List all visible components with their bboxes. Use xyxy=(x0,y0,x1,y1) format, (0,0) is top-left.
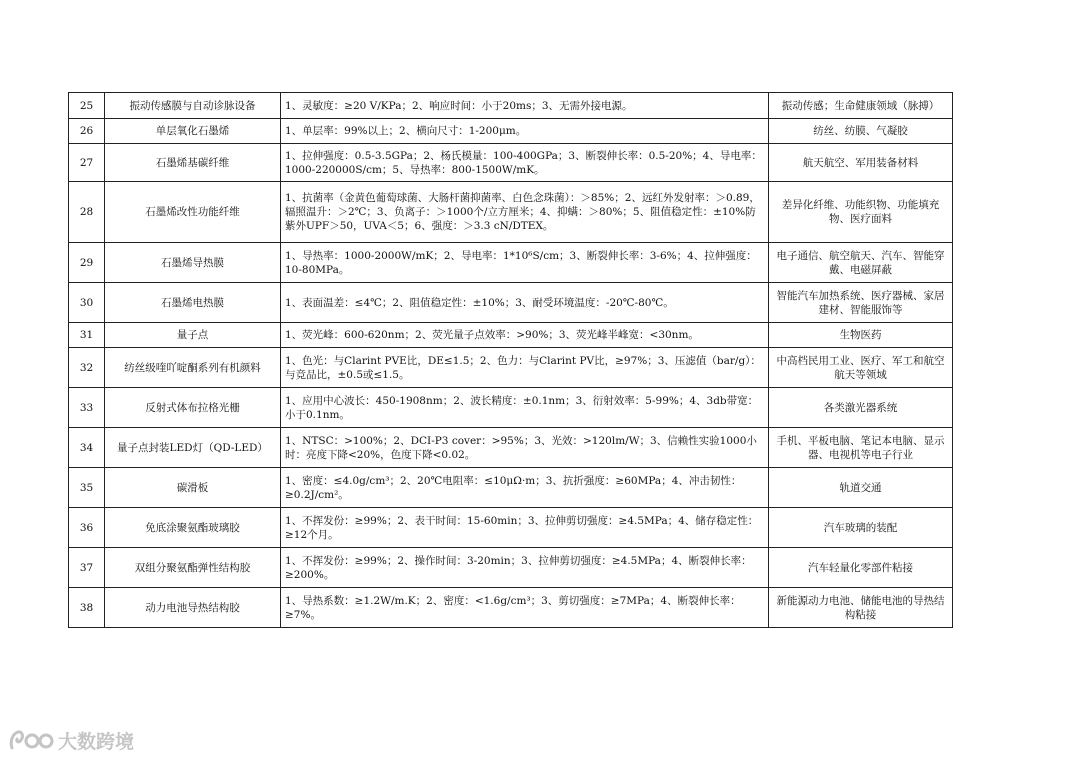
row-number: 33 xyxy=(69,388,105,428)
spec-text: 1、导热系数：≥1.2W/m.K；2、密度：<1.6g/cm³；3、剪切强度：≥7MPa；4、断裂伸长率：≥7%。 xyxy=(281,588,769,628)
application-field: 差异化纤维、功能织物、功能填充物、医疗面料 xyxy=(769,182,953,243)
application-field: 智能汽车加热系统、医疗器械、家居建材、智能服饰等 xyxy=(769,283,953,323)
product-name: 单层氧化石墨烯 xyxy=(105,119,281,144)
table-row xyxy=(69,468,953,508)
product-name: 石墨烯电热膜 xyxy=(105,283,281,323)
row-number: 31 xyxy=(69,323,105,348)
product-name: 双组分聚氨酯弹性结构胶 xyxy=(105,548,281,588)
product-name: 石墨烯改性功能纤维 xyxy=(105,182,281,243)
row-number: 29 xyxy=(69,243,105,283)
table-row xyxy=(69,588,953,628)
application-field: 中高档民用工业、医疗、军工和航空航天等领域 xyxy=(769,348,953,388)
application-field: 手机、平板电脑、笔记本电脑、显示器、电视机等电子行业 xyxy=(769,428,953,468)
row-number: 36 xyxy=(69,508,105,548)
row-number: 28 xyxy=(69,182,105,243)
spec-text: 1、密度：≤4.0g/cm³；2、20℃电阻率：≤10μΩ·m；3、抗折强度：≥60MPa；4、冲击韧性：≥0.2J/cm²。 xyxy=(281,468,769,508)
product-name: 碳滑板 xyxy=(105,468,281,508)
table-row xyxy=(69,388,953,428)
application-field: 新能源动力电池、储能电池的导热结构粘接 xyxy=(769,588,953,628)
product-name: 纺丝级喹吖啶酮系列有机颜料 xyxy=(105,348,281,388)
row-number: 27 xyxy=(69,144,105,182)
watermark-text: 大数跨境 xyxy=(58,731,135,753)
spec-text: 1、NTSC：>100%；2、DCI-P3 cover：>95%；3、光效：>120lm/W；3、信赖性实验1000小时：亮度下降<20%，色度下降<0.02。 xyxy=(281,428,769,468)
table-row xyxy=(69,323,953,348)
table-row xyxy=(69,93,953,119)
row-number: 26 xyxy=(69,119,105,144)
application-field: 生物医药 xyxy=(769,323,953,348)
product-name: 量子点 xyxy=(105,323,281,348)
row-number: 38 xyxy=(69,588,105,628)
product-name: 振动传感膜与自动诊脉设备 xyxy=(105,93,281,119)
table-row xyxy=(69,548,953,588)
product-name: 石墨烯基碳纤维 xyxy=(105,144,281,182)
brand-logo-icon xyxy=(8,728,54,754)
spec-text: 1、不挥发份：≥99%；2、操作时间：3-20min；3、拉伸剪切强度：≥4.5MPa；4、断裂伸长率：≥200%。 xyxy=(281,548,769,588)
spec-text: 1、拉伸强度：0.5-3.5GPa；2、杨氏模量：100-400GPa；3、断裂伸长率：0.5-20%；4、导电率：1000-220000S/cm；5、导热率：800-1500W/mK。 xyxy=(281,144,769,182)
row-number: 32 xyxy=(69,348,105,388)
product-name: 免底涂聚氨酯玻璃胶 xyxy=(105,508,281,548)
application-field: 各类激光器系统 xyxy=(769,388,953,428)
spec-table xyxy=(68,92,953,628)
application-field: 汽车玻璃的装配 xyxy=(769,508,953,548)
spec-text: 1、色光：与Clarint PVE比，DE≤1.5；2、色力：与Clarint PV比，≥97%；3、压滤值（bar/g）：与竞品比，±0.5或≤1.5。 xyxy=(281,348,769,388)
product-name: 石墨烯导热膜 xyxy=(105,243,281,283)
application-field: 电子通信、航空航天、汽车、智能穿戴、电磁屏蔽 xyxy=(769,243,953,283)
application-field: 纺丝、纺膜、气凝胶 xyxy=(769,119,953,144)
application-field: 汽车轻量化零部件粘接 xyxy=(769,548,953,588)
product-name: 反射式体布拉格光栅 xyxy=(105,388,281,428)
spec-text: 1、抗菌率（金黄色葡萄球菌、大肠杆菌抑菌率、白色念珠菌）：＞85%；2、远红外发射率：＞0.89，辐照温升：＞2℃；3、负离子：＞1000个/立方厘米；4、抑螨：＞80%；5、阻值稳定性：±10%防紫外UPF＞50，UVA＜5；6、强度：＞3.3 cN/DTEX。 xyxy=(281,182,769,243)
product-name: 动力电池导热结构胶 xyxy=(105,588,281,628)
table-row xyxy=(69,243,953,283)
application-field: 航天航空、军用装备材料 xyxy=(769,144,953,182)
application-field: 轨道交通 xyxy=(769,468,953,508)
row-number: 37 xyxy=(69,548,105,588)
table-row xyxy=(69,119,953,144)
table-row xyxy=(69,348,953,388)
table-row xyxy=(69,508,953,548)
application-field: 振动传感；生命健康领域（脉搏） xyxy=(769,93,953,119)
spec-text: 1、荧光峰：600-620nm；2、荧光量子点效率：>90%；3、荧光峰半峰宽：<30nm。 xyxy=(281,323,769,348)
table-row xyxy=(69,428,953,468)
row-number: 34 xyxy=(69,428,105,468)
watermark xyxy=(8,727,134,754)
row-number: 30 xyxy=(69,283,105,323)
table-row xyxy=(69,182,953,243)
spec-text: 1、应用中心波长：450-1908nm；2、波长精度：±0.1nm；3、衍射效率：5-99%；4、3db带宽：小于0.1nm。 xyxy=(281,388,769,428)
spec-text: 1、单层率：99%以上；2、横向尺寸：1-200μm。 xyxy=(281,119,769,144)
product-name: 量子点封装LED灯（QD-LED） xyxy=(105,428,281,468)
spec-text: 1、灵敏度：≥20 V/KPa；2、响应时间：小于20ms；3、无需外接电源。 xyxy=(281,93,769,119)
table-row xyxy=(69,144,953,182)
spec-text: 1、导热率：1000-2000W/mK；2、导电率：1*10⁶S/cm；3、断裂伸长率：3-6%；4、拉伸强度：10-80MPa。 xyxy=(281,243,769,283)
spec-text: 1、不挥发份：≥99%；2、表干时间：15-60min；3、拉伸剪切强度：≥4.5MPa；4、储存稳定性：≥12个月。 xyxy=(281,508,769,548)
spec-text: 1、表面温差：≤4℃；2、阻值稳定性：±10%；3、耐受环境温度：-20℃-80℃。 xyxy=(281,283,769,323)
table-row xyxy=(69,283,953,323)
row-number: 25 xyxy=(69,93,105,119)
row-number: 35 xyxy=(69,468,105,508)
